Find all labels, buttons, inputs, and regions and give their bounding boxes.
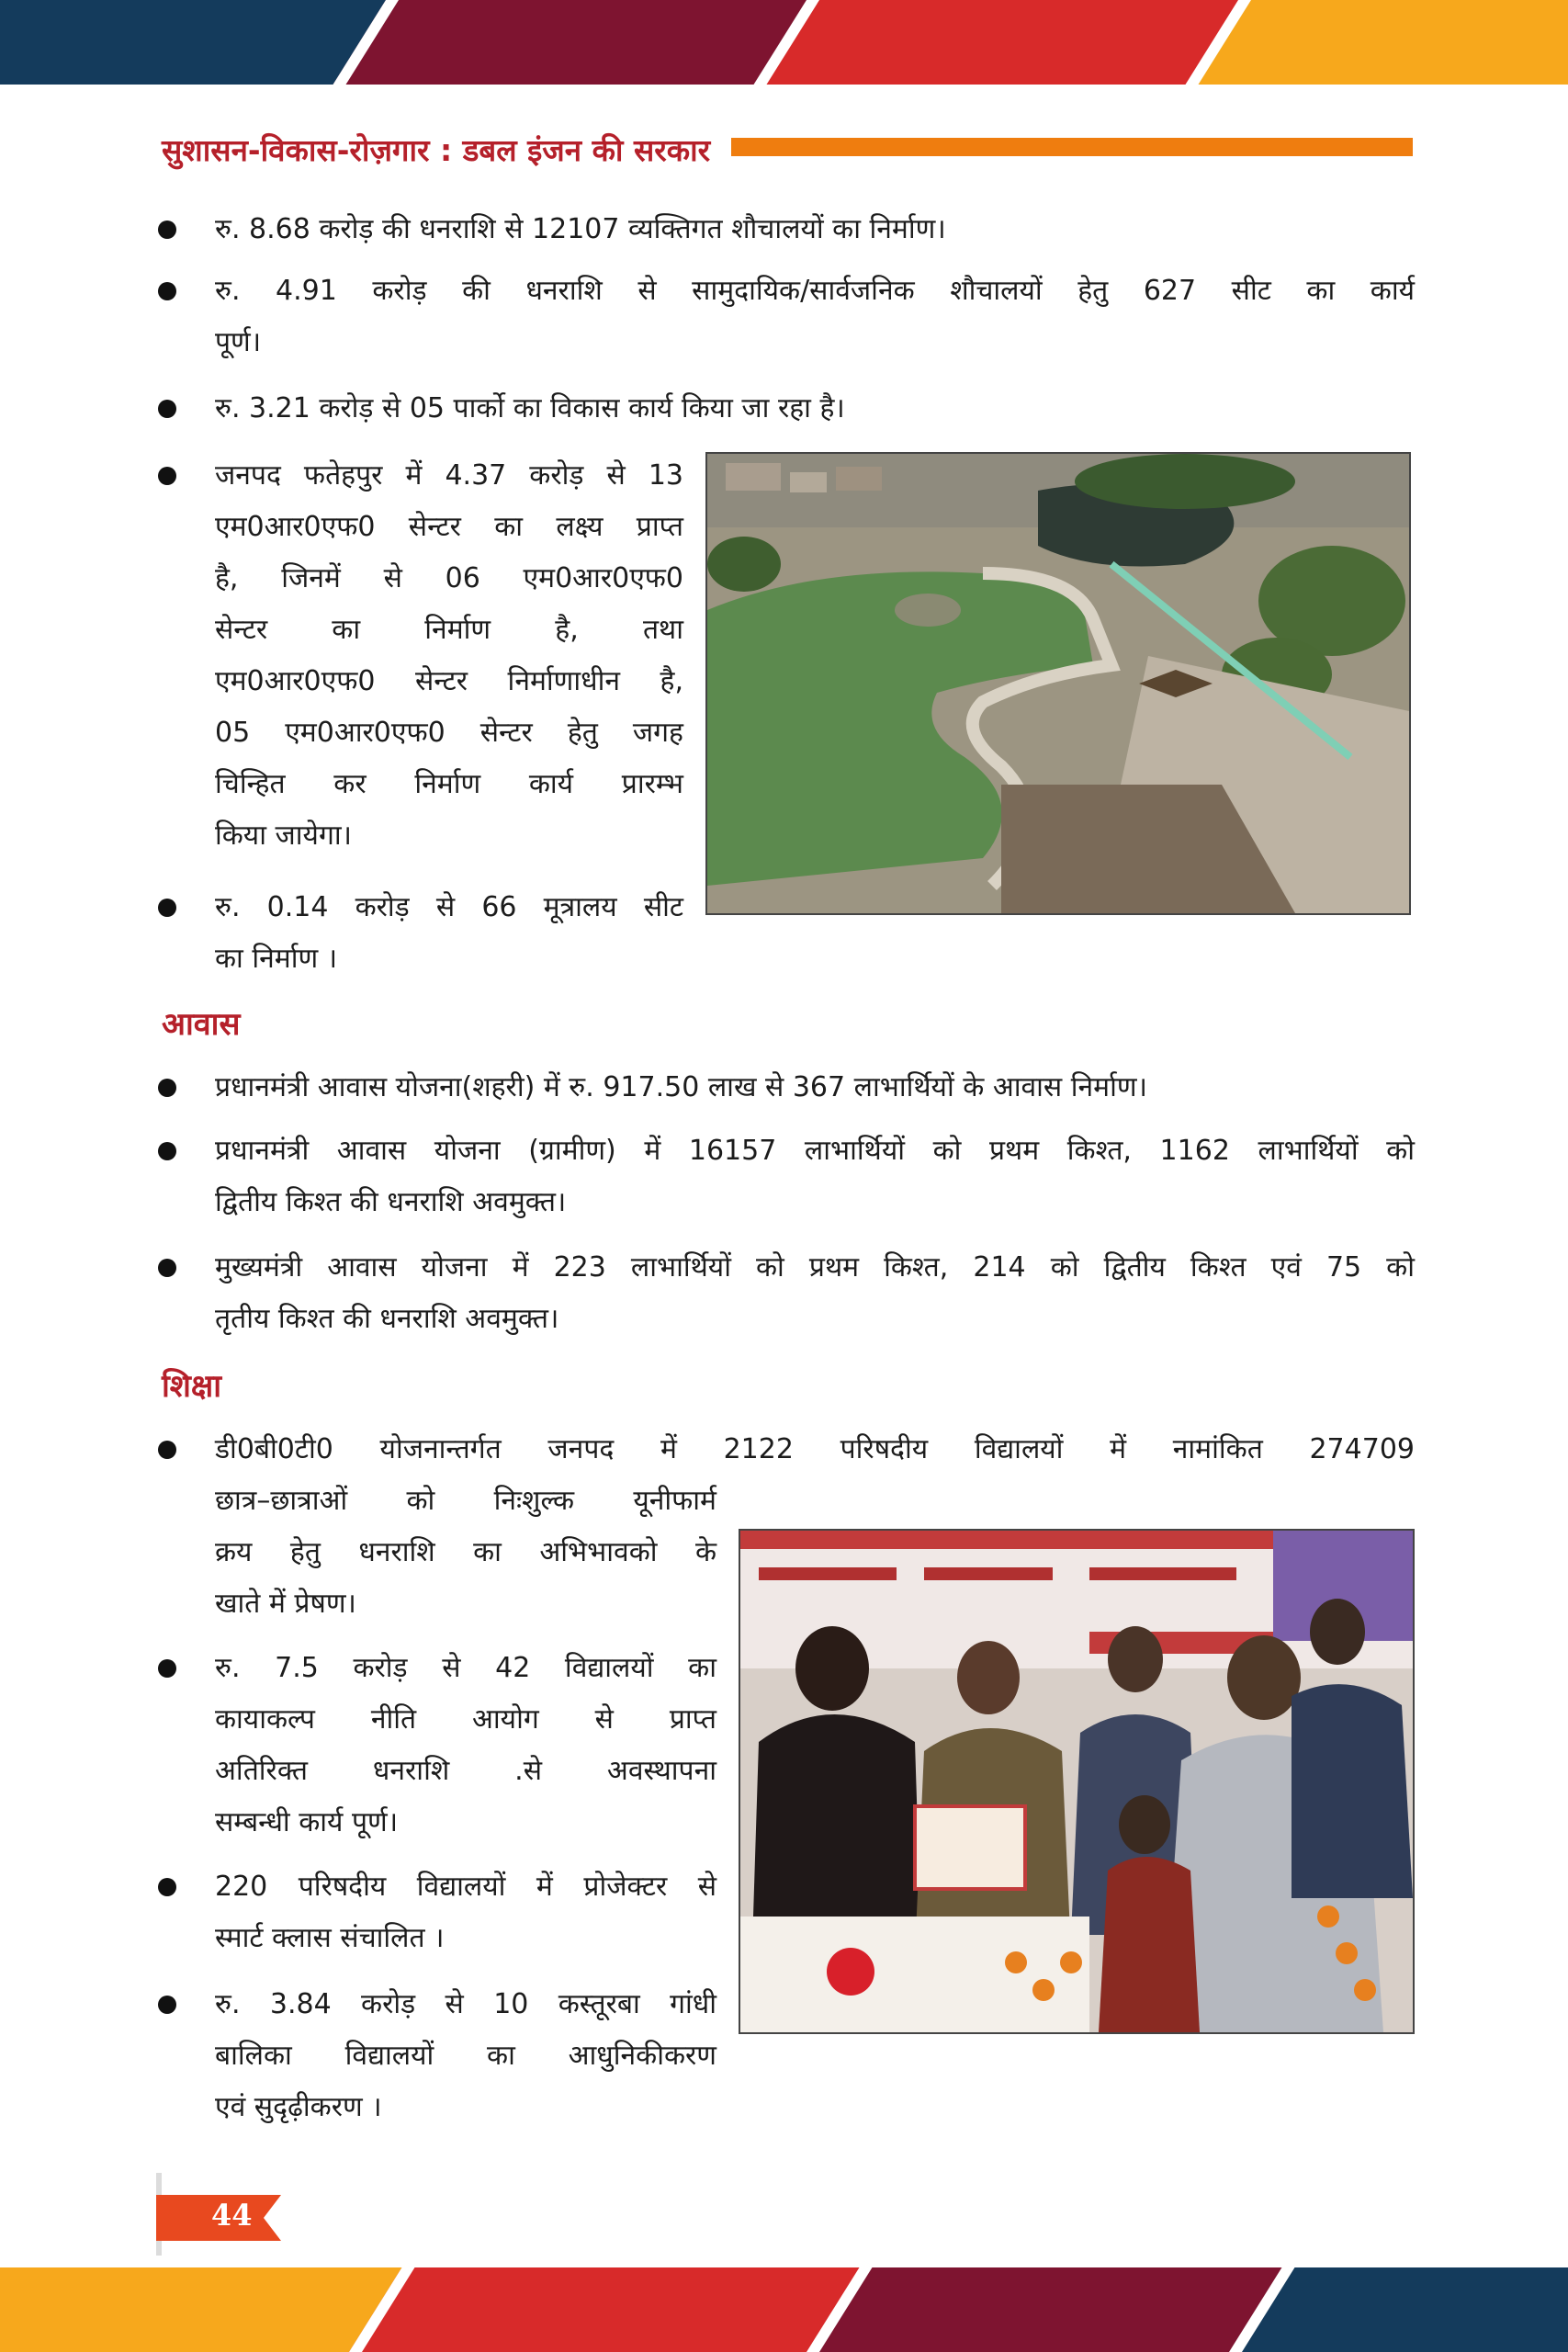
award-ceremony-photo <box>739 1529 1415 2034</box>
page-number: 44 <box>211 2198 253 2233</box>
housing-heading: आवास <box>162 1006 241 1043</box>
kayakalp-line: कायाकल्प नीति आयोग से प्राप्त <box>215 1703 716 1736</box>
bottom-stripe-red <box>349 2267 879 2352</box>
mrf-line: एम0आर0एफ0 सेन्टर निर्माणाधीन है, <box>215 665 683 697</box>
kayakalp-line: सम्बन्धी कार्य पूर्ण। <box>215 1806 399 1838</box>
dbt-line: छात्र–छात्राओं को निःशुल्क यूनीफार्म <box>215 1485 716 1517</box>
bullet <box>158 1996 176 2014</box>
pond-aerial-photo <box>705 452 1411 915</box>
bullet <box>158 282 176 300</box>
smart-class-line: स्मार्ट क्लास संचालित । <box>215 1922 445 1954</box>
kgbv-line: एवं सुदृढ़ीकरण । <box>215 2091 382 2123</box>
urinal-line: का निर्माण । <box>215 943 338 975</box>
kgbv-line: रु. 3.84 करोड़ से 10 कस्तूरबा गांधी <box>215 1988 716 2020</box>
bullet <box>158 1441 176 1459</box>
mrf-line: है, जिनमें से 06 एम0आर0एफ0 <box>215 562 683 594</box>
top-stripe-navy <box>0 0 395 85</box>
pond-photo-illustration <box>707 454 1409 913</box>
kgbv-line: बालिका विद्यालयों का आधुनिकीकरण <box>215 2040 716 2072</box>
pmay-rural-item-cont: द्वितीय किश्त की धनराशि अवमुक्त। <box>215 1186 567 1218</box>
bottom-decorative-band <box>0 2267 1568 2352</box>
bullet <box>158 400 176 418</box>
bullet <box>158 1142 176 1160</box>
page-header-title: सुशासन-विकास-रोज़गार : डबल इंजन की सरकार <box>162 132 711 168</box>
kayakalp-line: अतिरिक्त धनराशि .से अवस्थापना <box>215 1755 716 1787</box>
top-decorative-band <box>0 0 1568 85</box>
bullet <box>158 1659 176 1678</box>
header-rule <box>731 138 1413 156</box>
bullet <box>158 1259 176 1277</box>
toilet-item: रु. 8.68 करोड़ की धनराशि से 12107 व्यक्तिगत शौचालयों का निर्माण। <box>215 213 946 245</box>
dbt-line: खाते में प्रेषण। <box>215 1588 356 1620</box>
kayakalp-line: रु. 7.5 करोड़ से 42 विद्यालयों का <box>215 1652 716 1684</box>
mrf-line: जनपद फतेहपुर में 4.37 करोड़ से 13 <box>215 459 683 492</box>
ceremony-photo-illustration <box>740 1531 1413 2032</box>
bullet <box>158 899 176 917</box>
pmay-urban-item: प्रधानमंत्री आवास योजना(शहरी) में रु. 917.50 लाख से 367 लाभार्थियों के आवास निर्माण। <box>215 1071 1147 1103</box>
pmay-rural-item: प्रधानमंत्री आवास योजना (ग्रामीण) में 16157 लाभार्थियों को प्रथम किश्त, 1162 लाभार्थियों को <box>215 1135 1415 1167</box>
community-toilet-item: रु. 4.91 करोड़ की धनराशि से सामुदायिक/सार्वजनिक शौचालयों हेतु 627 सीट का कार्य <box>215 275 1415 307</box>
bottom-stripe-maroon <box>808 2267 1302 2352</box>
dbt-line: क्रय हेतु धनराशि का अभिभावको के <box>215 1536 716 1568</box>
dbt-line: डी0बी0टी0 योजनान्तर्गत जनपद में 2122 परिषदीय विद्यालयों में नामांकित 274709 <box>215 1433 1415 1465</box>
top-stripe-orange <box>1188 0 1568 85</box>
mrf-line: 05 एम0आर0एफ0 सेन्टर हेतु जगह <box>215 717 683 749</box>
smart-class-line: 220 परिषदीय विद्यालयों में प्रोजेक्टर से <box>215 1871 716 1903</box>
bullet <box>158 1878 176 1896</box>
mrf-line: चिन्हित कर निर्माण कार्य प्रारम्भ <box>215 768 683 800</box>
urinal-line: रु. 0.14 करोड़ से 66 मूत्रालय सीट <box>215 891 683 923</box>
mrf-line: किया जायेगा। <box>215 820 352 852</box>
mrf-line: सेन्टर का निर्माण है, तथा <box>215 614 683 646</box>
bullet <box>158 220 176 239</box>
education-heading: शिक्षा <box>162 1368 222 1405</box>
community-toilet-item-cont: पूर्ण। <box>215 326 262 358</box>
parks-item: रु. 3.21 करोड़ से 05 पार्को का विकास कार्य किया जा रहा है। <box>215 392 845 424</box>
cm-housing-item: मुख्यमंत्री आवास योजना में 223 लाभार्थियों को प्रथम किश्त, 214 को द्वितीय किश्त एवं 75 को <box>215 1251 1415 1283</box>
bullet <box>158 467 176 485</box>
bullet <box>158 1079 176 1097</box>
cm-housing-item-cont: तृतीय किश्त की धनराशि अवमुक्त। <box>215 1303 559 1335</box>
mrf-line: एम0आर0एफ0 सेन्टर का लक्ष्य प्राप्त <box>215 511 683 543</box>
